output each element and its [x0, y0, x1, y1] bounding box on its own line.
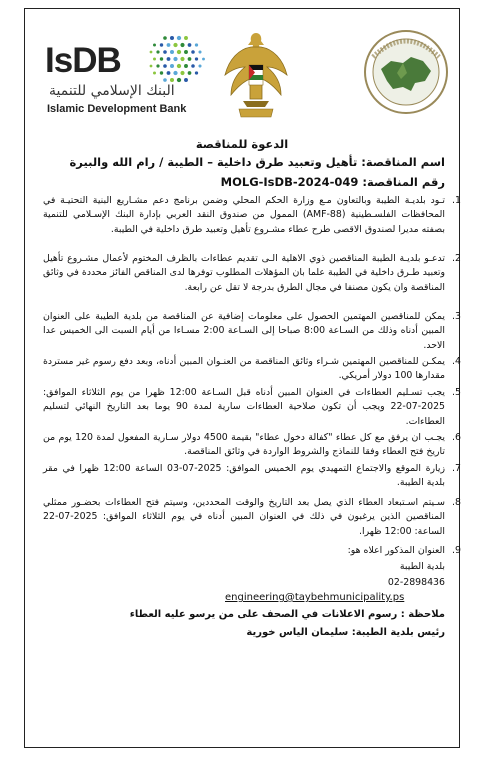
item-text: يجب تسـليم العطاءات في العنوان المبين أدناه قبل السـاعة 12:00 ظهرا من يوم الثلاثاء الموافق: 2025-07-22 ويجب أن تكون صلاحية العطاءات سارية لمدة 90 يوما بعد التاريخ النهائي لتسليم العطاءات. — [43, 387, 446, 427]
item-text: تدعـو بلديـة الطيبة المناقصين ذوي الاهلية الـى تقديم عطاءات بالظرف المختوم لأعمال مشـروع تأهيل وتعبيد طـرق داخلية في الطيبة علما بان المؤهلات المطلوب توفرها لدى المناقص الفائز محددة في وثائق المناقصة وان يكون مصنفا في مجال الطرق بدرجة لا تقل عن رابعة. — [43, 253, 445, 293]
list-item — [43, 462, 461, 491]
item-text: يمكـن للمناقصين المهتمين شـراء وثائق المناقصة من العنـوان المبين أدناه، وبعد دفع رسوم غير مستردة مقدارها 100 دولار أمريكي. — [43, 356, 445, 382]
palestine-eagle-emblem-icon — [221, 25, 291, 125]
item-number: 2. — [452, 253, 461, 264]
list-item — [43, 386, 461, 429]
address-phone: 02-2898436 — [387, 577, 445, 588]
item-text: يجـب ان يرفق مع كل عطاء "كفالة دخول عطاء" بقيمة 4500 دولار سـارية المفعول لمدة 120 يوم من تاريخ فتح العطاء وفقا للنماذج والشروط الواردة في وثائق المناقصة. — [43, 432, 445, 458]
list-item — [43, 194, 461, 237]
tender-reference: رقم المناقصة: MOLG-IsDB-2024-049 — [220, 175, 445, 189]
list-item — [43, 431, 461, 460]
list-item — [43, 496, 461, 539]
isdb-globe-dots-icon — [145, 33, 211, 85]
address-intro: العنوان المذكور اعلاه هو: — [347, 545, 445, 556]
item-text: زيارة الموقع والاجتماع التمهيدي يوم الخميس الموافق: 2025-07-03 الساعة 12:00 ظهرا في مقر بلدية الطيبة. — [43, 463, 446, 489]
address-email-link[interactable]: engineering@taybehmunicipality.ps — [225, 592, 405, 603]
item-number: 6. — [452, 432, 461, 443]
mayor-signature: رئيس بلدية الطيبة: سليمان الياس خورية — [246, 627, 445, 638]
item-text: سـيتم اسـتبعاد العطاء الذي يصل بعد التاريخ والوقت المحددين، وسيتم فتح العطاءات بحضـور ممثلي المناقصين الذين يرغبون في ذلك في العنوان المبين أدناه في يوم الثلاثاء الموافق: 2025-07-22 الساعة: 12:00 ظهرا. — [43, 497, 445, 537]
item-number: 9. — [452, 545, 461, 556]
isdb-logo — [43, 23, 211, 119]
item-number: 8. — [452, 497, 461, 508]
footer-note: ملاحظة : رسوم الاعلانات في الصحف على من يرسو عليه العطاء — [129, 609, 445, 620]
tender-announcement-frame — [24, 8, 460, 748]
item-text: يمكن للمناقصين المهتمين الحصول على معلومات إضافية عن المناقصة من بلدية الطيبة على العنوان المبين أدناه وذلك من السـاعة 8:00 صباحا إلى السـاعة 2:00 مسـاءا من أيام السبت الى الخميس عدا الاحد. — [43, 311, 445, 351]
tender-name: اسم المناقصة: تأهيل وتعبيد طرق داخلية – الطيبة / رام الله والبيرة — [69, 155, 445, 169]
item-number: 3. — [452, 311, 461, 322]
page-title: الدعوة للمناقصة — [195, 137, 289, 151]
item-number: 5. — [452, 387, 461, 398]
item-number: 1. — [452, 195, 461, 206]
address-name: بلدية الطيبة — [399, 561, 445, 572]
isdb-logo-arabic: البنك الإسلامي للتنمية — [49, 83, 175, 99]
isdb-logo-word: IsDB — [45, 41, 121, 80]
arab-monetary-fund-logo-icon — [363, 27, 449, 117]
item-number: 7. — [452, 463, 461, 474]
item-text: تـود بلديـة الطيبة وبالتعاون مـع وزارة الحكم المحلي وضمن برنامج دعم مشـاريع البنية التحتيـة في المحافظات الفلسـطينية (AMF-88) الممول من صندوق النقد العربي بإدارة البنك الإسـلامي للتنمية بصفته مديرا لصندوق الاقصى طرح عطاء مشـروع تأهيل وتعبيد طرق داخلية في الطيبة. — [43, 195, 445, 235]
logo-strip — [25, 9, 461, 129]
list-item — [43, 252, 461, 295]
isdb-logo-english: Islamic Development Bank — [47, 103, 187, 115]
list-item — [43, 310, 461, 353]
item-number: 4. — [452, 356, 461, 367]
list-item — [43, 355, 461, 384]
